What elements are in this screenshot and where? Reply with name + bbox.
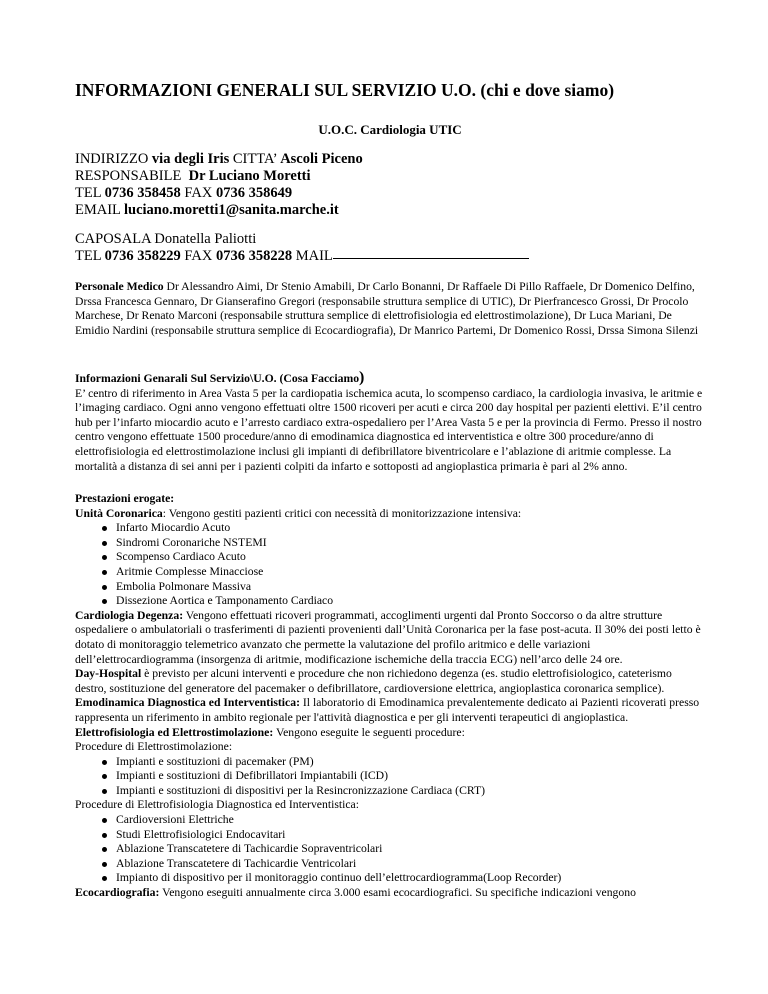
mail-blank-line <box>333 258 529 259</box>
list-item: Impianti e sostituzioni di dispositivi per la Resincronizzazione Cardiaca (CRT) <box>75 784 705 799</box>
list-item: Cardioversioni Elettriche <box>75 813 705 828</box>
list-item: Studi Elettrofisiologici Endocavitari <box>75 828 705 843</box>
dh-paragraph: Day-Hospital è previsto per alcuni interventi e procedure che non richiedono degenza (es. studio elettrofisiologico, cateterismo destro, sostituzione del generatore del pacemaker o defibrillatore, cardioversione elettrica, angioplastica coronarica semplice). <box>75 667 672 695</box>
phone-line: TEL 0736 358458 FAX 0736 358649 <box>75 185 293 201</box>
info-text: E’ centro di riferimento in Area Vasta 5 per la cardiopatia ischemica acuta, lo scompenso cardiaco, la cardiologia invasiva, le aritmie e l’imaging cardiaco. Ogni anno vengono effettuati oltre 1500 ricoveri per acuti e circa 200 day hospital per pazienti elettivi. E’il centro hub per l’infarto miocardio acuto e l’arresto cardiaco extra-ospedaliero per l’Area Vasta 5 e per la provincia di Fermo. Presso il nostro centro vengono effettuate 1500 procedure/anno di emodinamica diagnostica ed interventistica e oltre 300 procedure/anno di elettrofisiologia ed elettrostimolazione inclusi gli impianti di defibrillatore biventricolare e l’ablazione di aritmie complesse. La mortalità a distanza di sei anni per i pazienti colpiti da infarto e sottoposti ad angioplastica primaria è pari al 2% anno. <box>75 386 703 473</box>
info-heading: Informazioni Genarali Sul Servizio\U.O. (Cosa Facciamo) <box>75 369 365 386</box>
address-value: via degli Iris <box>151 151 230 167</box>
list-item: Sindromi Coronariche NSTEMI <box>75 536 705 551</box>
caposala-line: CAPOSALA Donatella Paliotti <box>75 231 257 247</box>
stim-heading: Procedure di Elettrostimolazione: <box>75 740 233 754</box>
list-item: Impianto di dispositivo per il monitoraggio continuo dell’elettrocardiogramma(Loop Recorder) <box>75 871 705 886</box>
caposala-phone: 0736 358229 <box>104 248 181 264</box>
uc-list <box>75 521 705 609</box>
staff-section <box>75 280 705 338</box>
staff-text: Dr Alessandro Aimi, Dr Stenio Amabili, Dr Carlo Bonanni, Dr Raffaele Di Pillo Raffaele, Dr Domenico Delfino, Drssa Francesca Gennaro, Dr Gianserafino Gregori (responsabile struttura semplice di UTIC), Dr Pierfrancesco Grossi, Dr Procolo Marchese, Dr Renato Marconi (responsabile struttura semplice di elettrofisiologia ed elettrostimolazione), Dr Luca Mariani, De Emidio Nardini (responsabile struttura semplice di Ecocardiografia), Dr Manrico Partemi, Dr Domenico Rossi, Drssa Simona Silenzi <box>75 280 699 337</box>
caposala-block <box>75 231 529 265</box>
contact-block <box>75 151 363 219</box>
efd-heading: Procedure di Elettrofisiologia Diagnostica ed Interventistica: <box>75 798 359 812</box>
list-item: Aritmie Complesse Minacciose <box>75 565 705 580</box>
responsabile-line: RESPONSABILE Dr Luciano Moretti <box>75 168 311 184</box>
elettrofisiologia-paragraph: Elettrofisiologia ed Elettrostimolazione: Vengono eseguite le seguenti procedure: <box>75 725 465 739</box>
list-item: Scompenso Cardiaco Acuto <box>75 550 705 565</box>
caposala-fax: 0736 358228 <box>215 248 293 264</box>
info-section <box>75 371 705 474</box>
caposala-contact-line: TEL 0736 358229 FAX 0736 358228 MAIL <box>75 248 529 265</box>
prestazioni-section <box>75 492 705 901</box>
page-title: INFORMAZIONI GENERALI SUL SERVIZIO U.O. (chi e dove siamo) <box>75 80 615 100</box>
responsabile-value: Dr Luciano Moretti <box>188 168 311 184</box>
eco-paragraph: Ecocardiografia: Vengono eseguiti annualmente circa 3.000 esami ecocardiografici. Su specifiche indicazioni vengono <box>75 886 636 900</box>
stim-list <box>75 755 705 799</box>
list-item: Dissezione Aortica e Tamponamento Cardiaco <box>75 594 705 609</box>
prestazioni-heading: Prestazioni erogate: <box>75 492 175 505</box>
email-value: luciano.moretti1@sanita.marche.it <box>124 202 339 218</box>
degenza-paragraph: Cardiologia Degenza: Vengono effettuati ricoveri programmati, accoglimenti urgenti dal Pronto Soccorso o da altre strutture ospedaliere o ambulatoriali o trasferimenti di pazienti provenienti dall’Unità Coronarica per la fase post-acuta. Il 30% dei posti letto è dotato di monitoraggio telemetrico avanzato che permette la valutazione del profilo aritmico e delle variazioni dell’elettrocardiogramma (insorgenza di aritmie, modificazione ischemiche della traccia ECG) nell’arco delle 24 ore. <box>75 608 701 666</box>
email-line: EMAIL luciano.moretti1@sanita.marche.it <box>75 202 339 218</box>
emodinamica-paragraph: Emodinamica Diagnostica ed Interventistica: Il laboratorio di Emodinamica prevalentemente dedicato ai Pazienti ricoverati presso rappresenta un riferimento in ambito regionale per l'attività diagnostica e per gli interventi terapeutici di angioplastica. <box>75 696 700 724</box>
page-subtitle: U.O.C. Cardiologia UTIC <box>318 122 462 137</box>
list-item: Ablazione Transcatetere di Tachicardie Sopraventricolari <box>75 842 705 857</box>
efd-list <box>75 813 705 886</box>
list-item: Impianti e sostituzioni di pacemaker (PM) <box>75 755 705 770</box>
list-item: Ablazione Transcatetere di Tachicardie Ventricolari <box>75 857 705 872</box>
city-value: Ascoli Piceno <box>280 151 363 167</box>
phone-value: 0736 358458 <box>104 185 181 201</box>
list-item: Infarto Miocardio Acuto <box>75 521 705 536</box>
address-line: INDIRIZZO via degli Iris CITTA’ Ascoli Piceno <box>75 151 363 167</box>
list-item: Impianti e sostituzioni di Defibrillatori Impiantabili (ICD) <box>75 769 705 784</box>
staff-label: Personale Medico <box>75 280 164 293</box>
list-item: Embolia Polmonare Massiva <box>75 580 705 595</box>
fax-value: 0736 358649 <box>215 185 293 201</box>
uc-paragraph: Unità Coronarica: Vengono gestiti pazienti critici con necessità di monitorizzazione intensiva: <box>75 506 522 520</box>
